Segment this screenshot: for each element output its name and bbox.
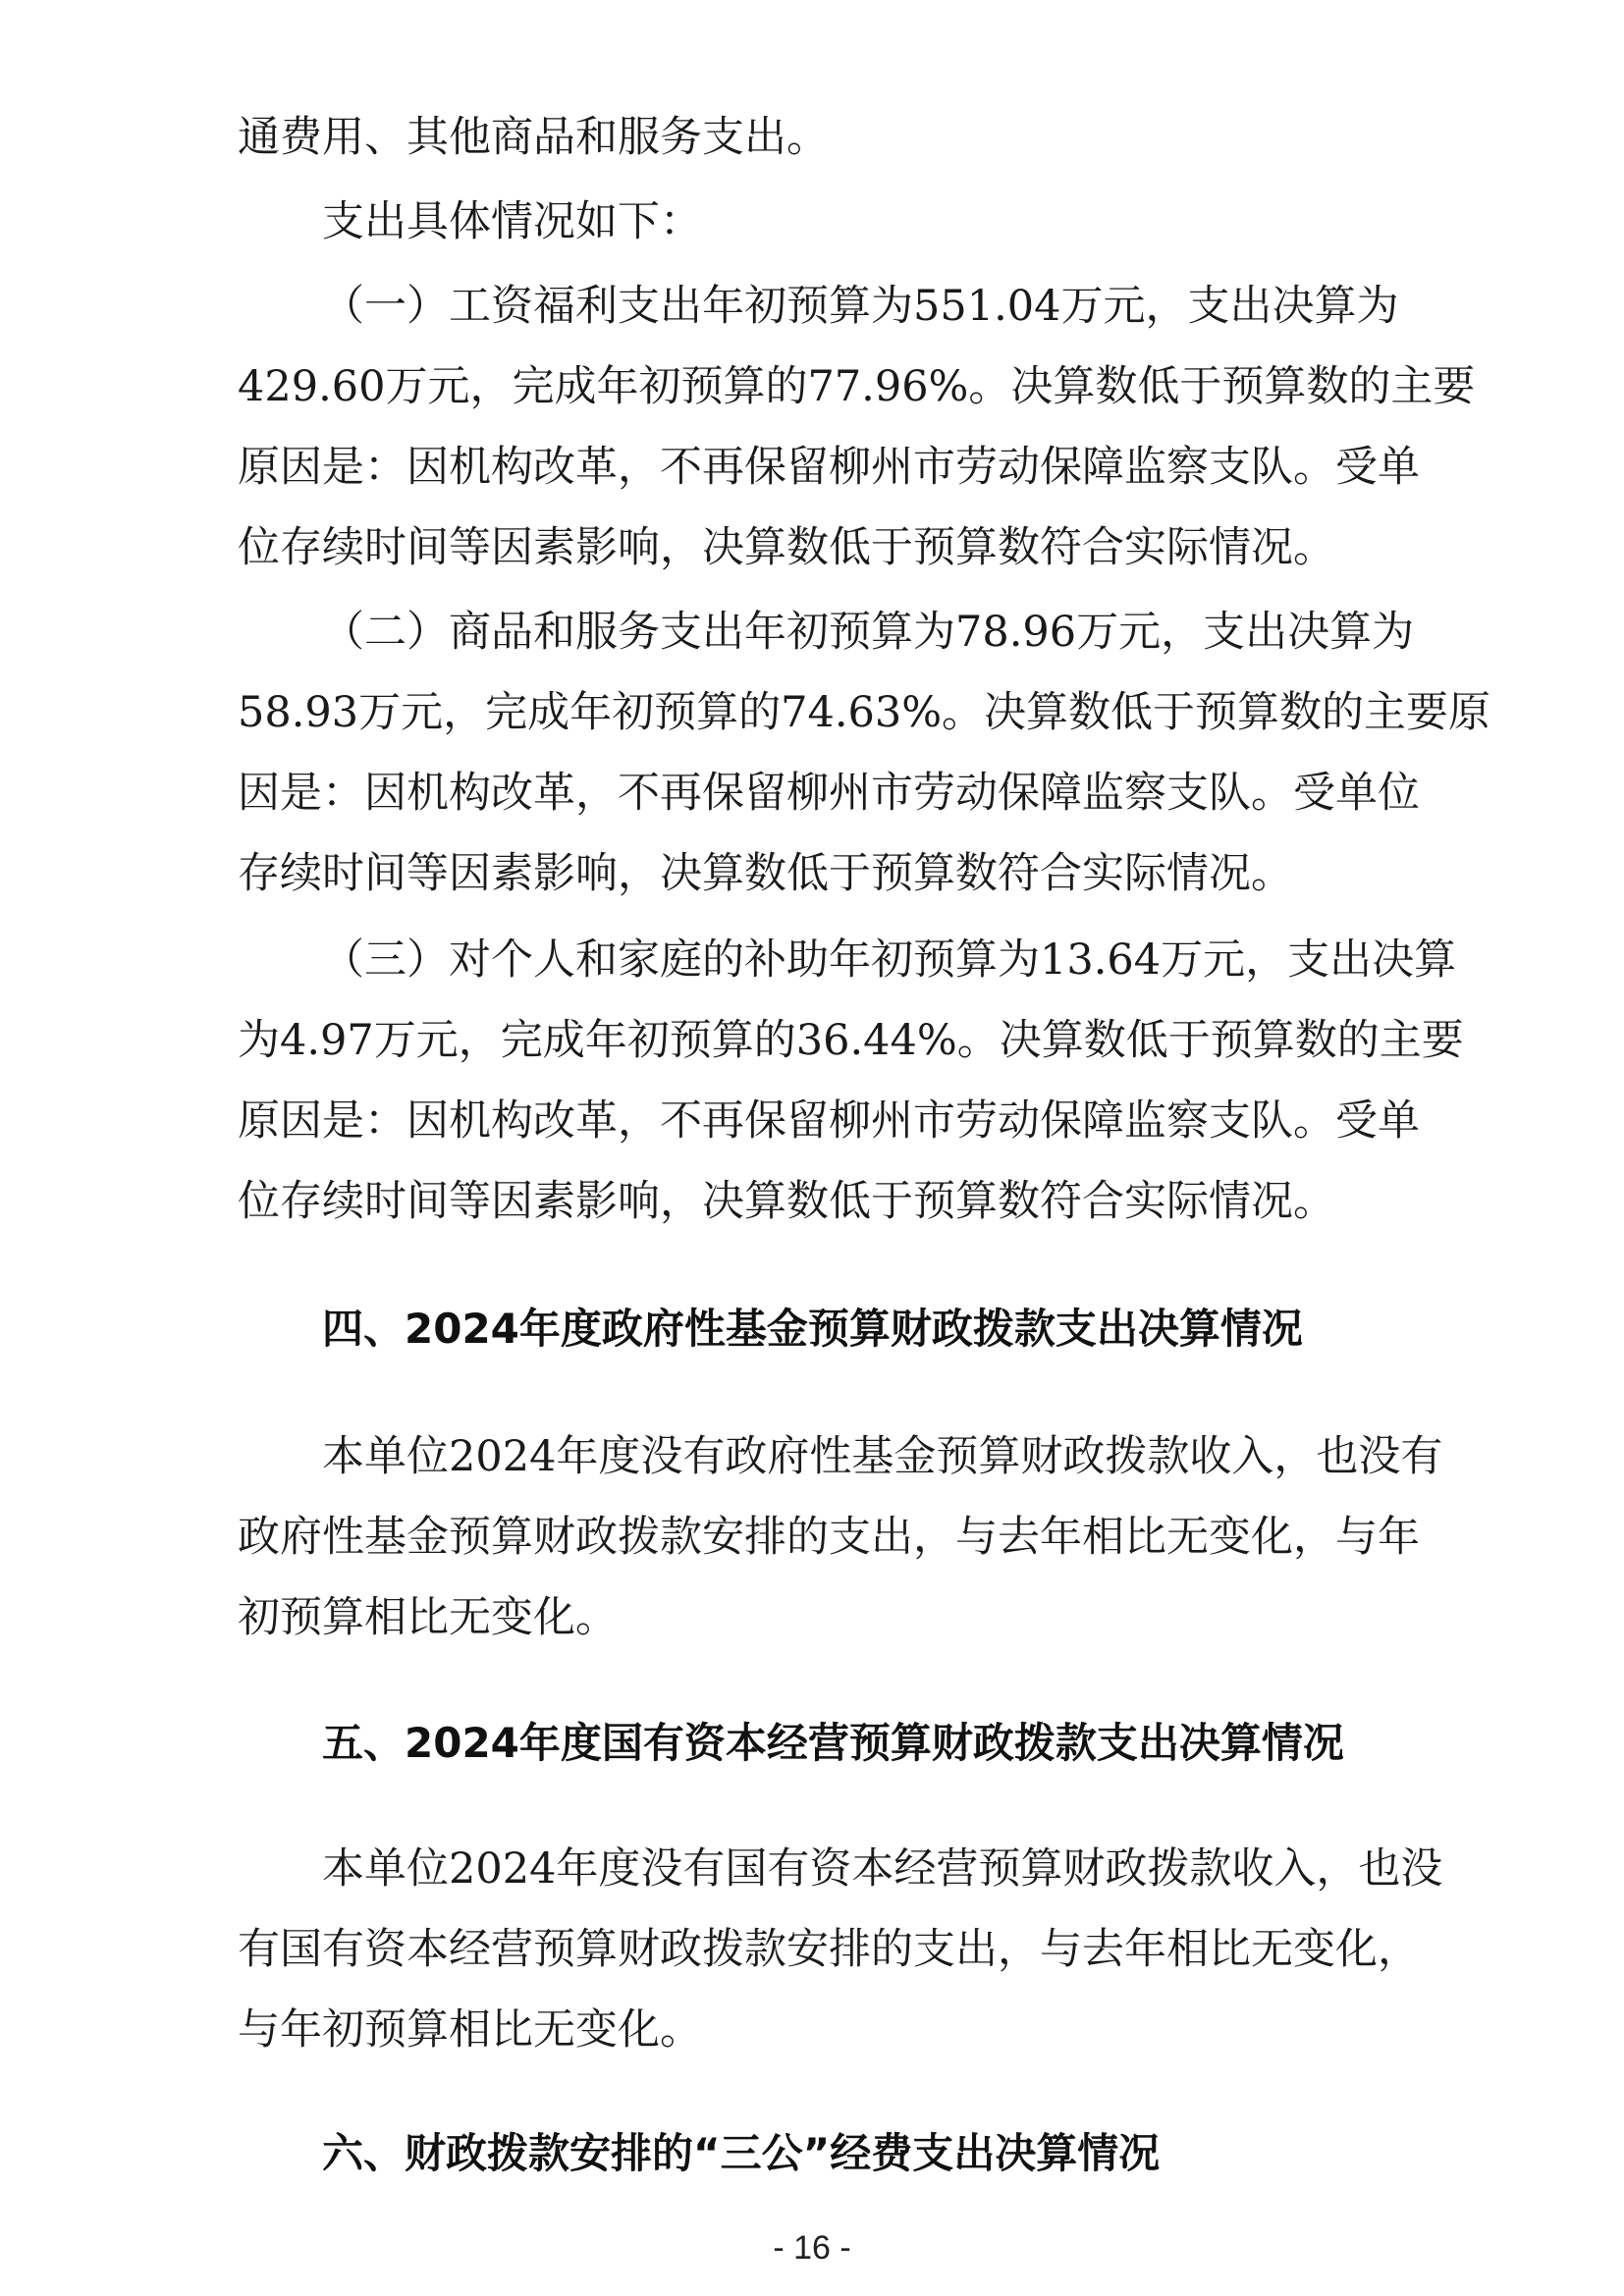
item1-line-1: （一）工资福利支出年初预算为551.04万元，支出决算为 — [322, 282, 1399, 331]
section-5-line-1: 本单位2024年度没有国有资本经营预算财政拨款收入，也没 — [322, 1844, 1443, 1894]
intro-line-1: 通费用、其他商品和服务支出。 — [238, 113, 829, 162]
section-4-heading: 四、2024年度政府性基金预算财政拨款支出决算情况 — [322, 1305, 1303, 1353]
item3-line-3: 原因是：因机构改革，不再保留柳州市劳动保障监察支队。受单 — [238, 1096, 1420, 1146]
intro-line-2: 支出具体情况如下： — [322, 197, 702, 246]
item2-line-1: （二）商品和服务支出年初预算为78.96万元，支出决算为 — [322, 608, 1415, 657]
item1-line-4: 位存续时间等因素影响，决算数低于预算数符合实际情况。 — [238, 523, 1335, 572]
section-4-line-3: 初预算相比无变化。 — [238, 1593, 618, 1642]
section-5-heading: 五、2024年度国有资本经营预算财政拨款支出决算情况 — [322, 1719, 1344, 1767]
section-5-line-3: 与年初预算相比无变化。 — [238, 2005, 702, 2055]
section-5-line-2: 有国有资本经营预算财政拨款安排的支出，与去年相比无变化， — [238, 1925, 1420, 1974]
item2-line-2: 58.93万元，完成年初预算的74.63%。决算数低于预算数的主要原 — [238, 688, 1491, 737]
section-4-line-1: 本单位2024年度没有政府性基金预算财政拨款收入，也没有 — [322, 1432, 1443, 1481]
page-number: - 16 - — [773, 2229, 851, 2267]
section-4-line-2: 政府性基金预算财政拨款安排的支出，与去年相比无变化，与年 — [238, 1513, 1420, 1562]
item3-line-1: （三）对个人和家庭的补助年初预算为13.64万元，支出决算 — [322, 935, 1457, 985]
section-6-heading: 六、财政拨款安排的“三公”经费支出决算情况 — [322, 2129, 1161, 2177]
item1-line-2: 429.60万元，完成年初预算的77.96%。决算数低于预算数的主要 — [238, 362, 1476, 411]
item2-line-3: 因是：因机构改革，不再保留柳州市劳动保障监察支队。受单位 — [238, 769, 1420, 818]
item3-line-4: 位存续时间等因素影响，决算数低于预算数符合实际情况。 — [238, 1177, 1335, 1226]
item1-line-3: 原因是：因机构改革，不再保留柳州市劳动保障监察支队。受单 — [238, 443, 1420, 492]
item2-line-4: 存续时间等因素影响，决算数低于预算数符合实际情况。 — [238, 849, 1293, 898]
item3-line-2: 为4.97万元，完成年初预算的36.44%。决算数低于预算数的主要 — [238, 1016, 1464, 1065]
